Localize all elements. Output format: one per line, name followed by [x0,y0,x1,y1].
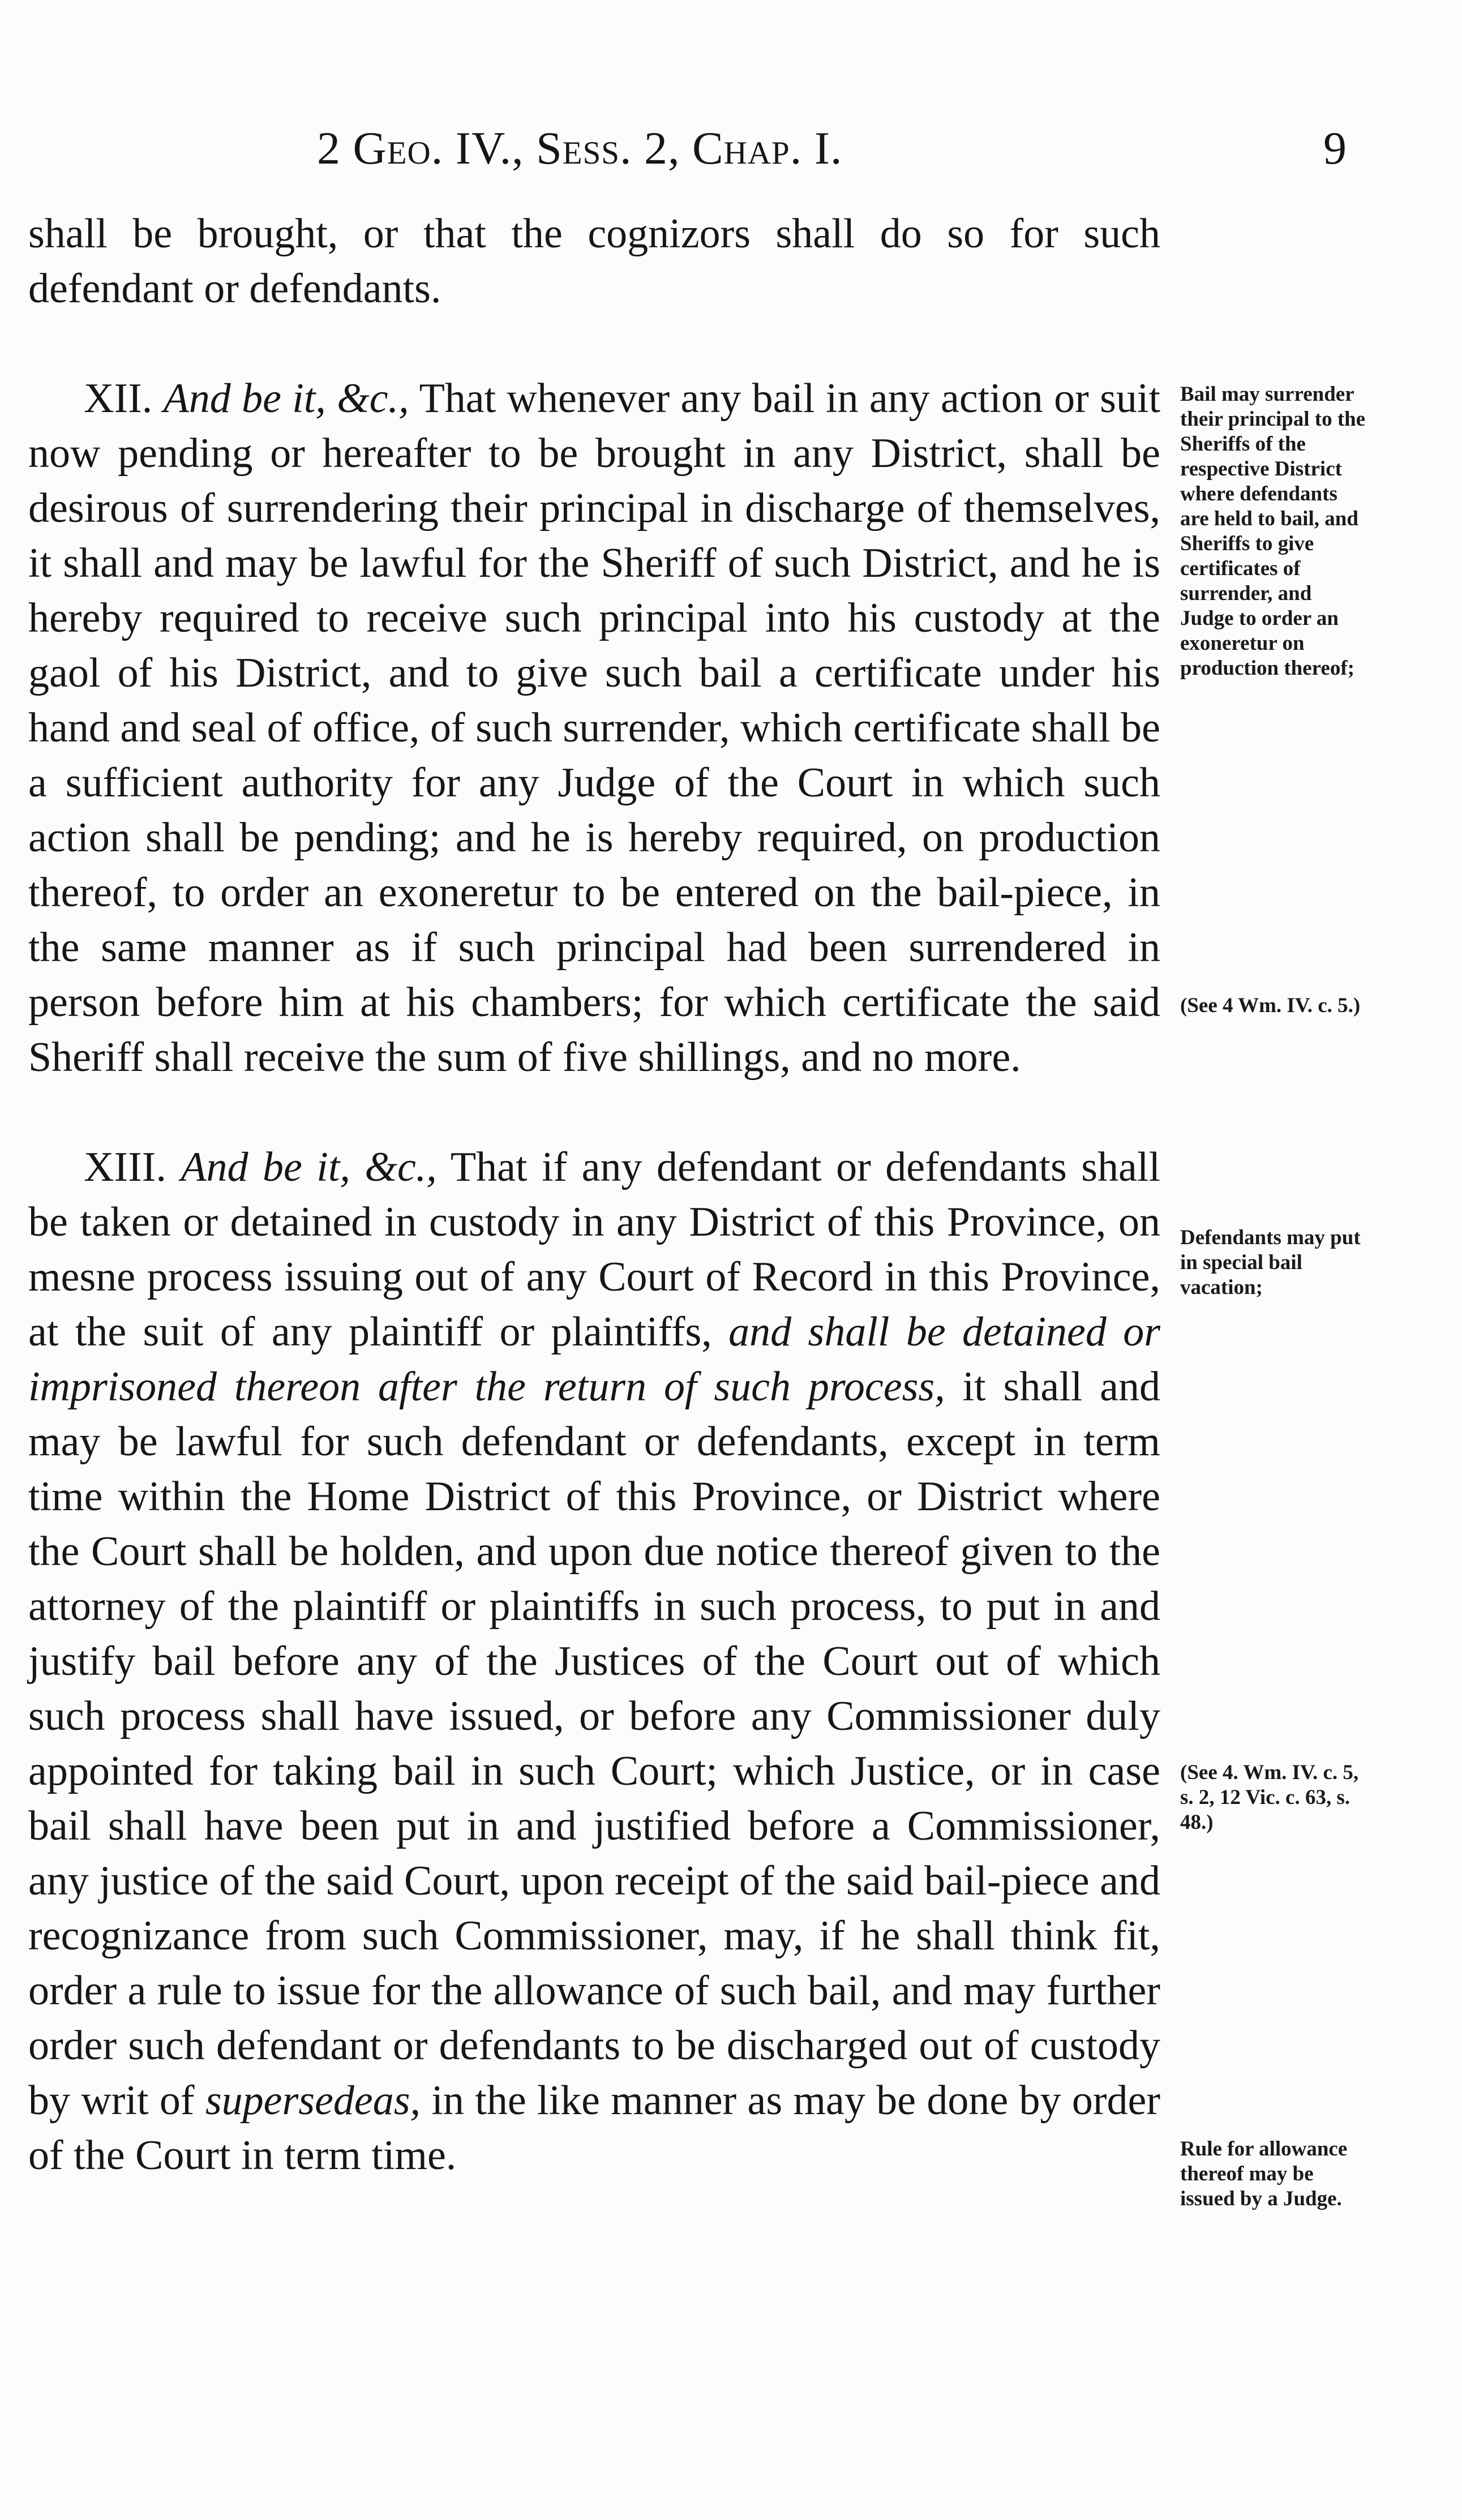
marginal-note: Rule for allowance thereof may be issued by a Judge. [1180,2137,1348,2210]
running-head-title: 2 Geo. IV., Sess. 2, Chap. I. [317,122,843,174]
page-number: 9 [1323,122,1347,174]
marginal-note: (See 4 Wm. IV. c. 5.) [1180,994,1361,1017]
paragraph-text: shall be brought, or that the cognizors shall do so for such defendant or defendants. [28,211,1160,312]
marginal-note: Defendants may put in special bail vacation; [1180,1226,1361,1299]
section-xii [28,371,1160,1085]
running-head [0,122,1462,178]
section-opening: And be it, &c., [181,1144,437,1190]
paragraph-continued [28,207,1160,316]
section-italic-word: supersedeas, [205,2077,421,2124]
section-number: XII. [84,375,153,422]
section-number: XIII. [84,1144,166,1190]
section-text: That whenever any bail in any action or suit now pending or hereafter to be brought in any District, shall be desirous of surrendering their principal in discharge of themselves, it shall and may be lawful for the Sheriff of such District, and he is hereby required to receive such principal into his custody at the gaol of his District, and to give such bail a certificate under his hand and seal of office, of such surrender, which certificate shall be a sufficient authority for any Judge of the Court in which such action shall be pending; and he is hereby required, on production thereof, to order an exoneretur to be entered on the bail-piece, in the same manner as if such principal had been surrendered in person before him at his chambers; for which certificate the said Sheriff shall receive the sum of five shillings, and no more. [28,375,1161,1081]
body-text [28,207,1160,2183]
section-text: it shall and may be lawful for such defendant or defendants, except in term time within the Home District of this Province, or District where the Court shall be holden, and upon due notice thereof given to the attorney of the plaintiff or plaintiffs in such process, to put in and justify bail before any of the Justices of the Court out of which such process shall have issued, or before any Commissioner duly appointed for taking bail in such Court; which Justice, or in case bail shall have been put in and justified before a Commissioner, any justice of the said Court, upon receipt of the said bail-piece and recognizance from such Commissioner, may, if he shall think fit, order a rule to issue for the allowance of such bail, and may further order such defendant or defendants to be discharged out of custody by writ of [28,1364,1161,2124]
section-text: That if any defendant or defendants shall be taken or detained in custody in any District of this Province, on mesne process issuing out of any Court of Record in this Province, at the suit of any plaintiff or plaintiffs, [28,1144,1161,1355]
section-xiii [28,1140,1160,2183]
section-opening: And be it, &c., [163,375,409,422]
marginal-note: (See 4. Wm. IV. c. 5, s. 2, 12 Vic. c. 63, s. 48.) [1180,1761,1359,1834]
marginal-note: Bail may surrender their principal to the Sheriffs of the respective District where defendants are held to bail, and Sheriffs to give certificates of surrender, and Judge to order an exoneretur on production thereof; [1180,383,1366,680]
section-italic-clause: and shall be detained or imprisoned thereon after the return of such process, [28,1309,1161,1410]
section-text: in the like manner as may be done by order of the Court in term time. [28,2077,1160,2179]
